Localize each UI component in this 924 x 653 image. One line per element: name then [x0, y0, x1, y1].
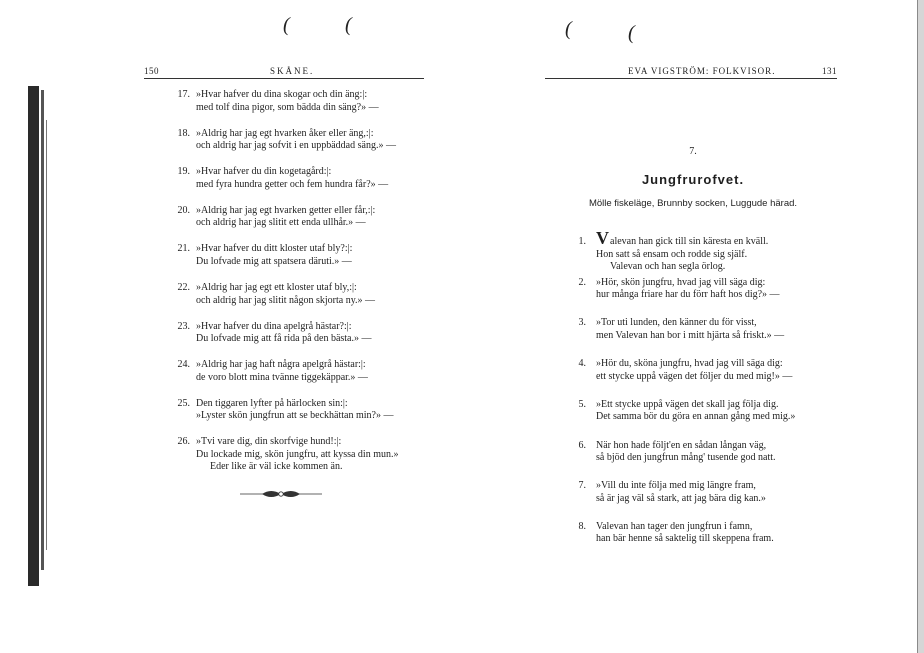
header-rule — [144, 78, 424, 79]
verse-line: »Hvar hafver du ditt kloster utaf bly?:|: — [196, 243, 353, 255]
stanza-number: 18. — [177, 127, 190, 139]
verse-line: »Hör du, sköna jungfru, hvad jag vill säga dig: — [596, 358, 783, 370]
verse-line: så bjöd den jungfrun mång' tusende god natt. — [596, 452, 776, 463]
verse-line: med fyra hundra getter och fem hundra får?» — — [196, 178, 389, 190]
verse-line: »Lyster skön jungfrun att se beckhättan min?» — — [196, 410, 394, 422]
stanza-number: 22. — [177, 282, 190, 293]
verse-line: »Aldrig har jag egt hvarken åker eller äng,:|: — [196, 127, 374, 139]
page-number: 150 — [144, 66, 159, 76]
verse-line: Du lockade mig, skön jungfru, att kyssa din mun.» — [196, 448, 399, 460]
stanza-number: 21. — [177, 243, 190, 255]
verse-line: Du lofvade mig att spatsera däruti.» — — [196, 255, 352, 267]
stanza-number: 7. — [578, 480, 586, 492]
verse-line: så är jag väl så stark, att jag bära dig kan.» — [596, 492, 766, 504]
running-head: EVA VIGSTRÖM: FOLKVISOR. — [628, 66, 776, 76]
scan-mark: ( — [345, 14, 352, 36]
stanza-number: 25. — [177, 397, 190, 409]
book-binding-shadow — [46, 120, 47, 550]
verse-line: Det samma bör du göra en annan gång med mig.» — [596, 411, 796, 423]
verse-line: »Hvar hafver du dina apelgrå hästar?:|: — [196, 320, 352, 332]
book-binding-shadow — [41, 90, 44, 570]
stanza-number: 2. — [578, 276, 586, 288]
header-rule — [545, 78, 837, 79]
ornament-divider-icon — [240, 486, 322, 502]
scan-mark: ( — [283, 14, 290, 36]
verse-line: och aldrig har jag sofvit i en uppbäddad säng.» — — [196, 140, 396, 152]
right-page — [462, 0, 924, 653]
verse-line: hur många friare har du förr haft hos dig?» — — [596, 289, 780, 301]
stanza-number: 23. — [177, 320, 190, 332]
stanza-number: 3. — [578, 317, 586, 329]
verse-line: och aldrig har jag slitit ett enda ullhår.» — — [196, 217, 366, 229]
song-source: Mölle fiskeläge, Brunnby socken, Luggude härad. — [588, 198, 798, 209]
verse-line: »Hvar hafver du dina skogar och din äng:|: — [196, 89, 368, 100]
song-title: Jungfrurofvet. — [641, 172, 745, 187]
verse-line: men Valevan han bor i mitt hjärta så friskt.» — — [596, 329, 785, 341]
verse-line: »Aldrig har jag egt hvarken getter eller får,:|: — [196, 204, 376, 216]
page-number: 131 — [822, 66, 837, 76]
verse-line: »Tvi vare dig, din skorfvige hund!:|: — [196, 436, 342, 448]
verse-line: och aldrig har jag slitit någon skjorta ny.» — — [196, 294, 376, 306]
stanza-number: 26. — [177, 436, 190, 448]
page-edge-shadow — [917, 0, 918, 653]
verse-line — [596, 228, 769, 248]
verse-line: de voro blott mina tvänne tiggekäppar.» — — [196, 371, 368, 383]
verse-line: Valevan han tager den jungfrun i famn, — [596, 520, 753, 532]
verse-line: »Ett stycke uppå vägen det skall jag följa dig. — [596, 398, 779, 410]
verse-line-text: alevan han gick till sin käresta en kväll. — [610, 236, 769, 247]
verse-line: »Aldrig har jag egt ett kloster utaf bly,:|: — [196, 282, 357, 293]
verse-line: »Aldrig har jag haft några apelgrå hästar:|: — [196, 359, 366, 371]
verse-line: Eder like är väl icke kommen än. — [210, 461, 343, 473]
stanza-number: 20. — [177, 204, 190, 216]
song-number: 7. — [689, 146, 697, 157]
verse-line: med tolf dina pigor, som bädda din säng?» — — [196, 101, 379, 113]
page-edge-shadow — [918, 0, 924, 653]
stanza-number: 24. — [177, 359, 190, 371]
verse-line: »Hvar hafver du din kogetagård:|: — [196, 166, 332, 178]
book-binding-shadow — [28, 86, 39, 586]
verse-line: »Hör, skön jungfru, hvad jag vill säga dig: — [596, 276, 766, 288]
verse-line: han bär henne så saktelig till skeppena fram. — [596, 533, 774, 545]
verse-line: Du lofvade mig att få rida på den bästa.» — — [196, 333, 372, 345]
scan-mark: ( — [628, 22, 635, 44]
stanza-number: 5. — [578, 398, 586, 410]
running-head: SKÅNE. — [270, 66, 315, 76]
verse-line: Hon satt så ensam och rodde sig själf. — [596, 248, 748, 260]
drop-cap: V — [596, 228, 609, 248]
scan-mark: ( — [565, 18, 572, 40]
stanza-number: 8. — [578, 520, 586, 532]
stanza-number: 1. — [578, 236, 586, 247]
verse-line: ett stycke uppå vägen det följer du med mig!» — — [596, 370, 793, 382]
verse-line: Den tiggaren lyfter på härlocken sin:|: — [196, 397, 348, 409]
verse-line: Valevan och han segla örlog. — [610, 261, 726, 272]
verse-line: »Vill du inte följa med mig längre fram, — [596, 480, 756, 492]
stanza-number: 4. — [578, 358, 586, 370]
stanza-number: 19. — [177, 166, 190, 178]
verse-line: »Tor uti lunden, den känner du för visst, — [596, 317, 757, 329]
stanza-number: 6. — [578, 439, 586, 451]
verse-line: När hon hade följt'en en sådan långan väg, — [596, 439, 767, 451]
stanza-number: 17. — [177, 89, 190, 100]
